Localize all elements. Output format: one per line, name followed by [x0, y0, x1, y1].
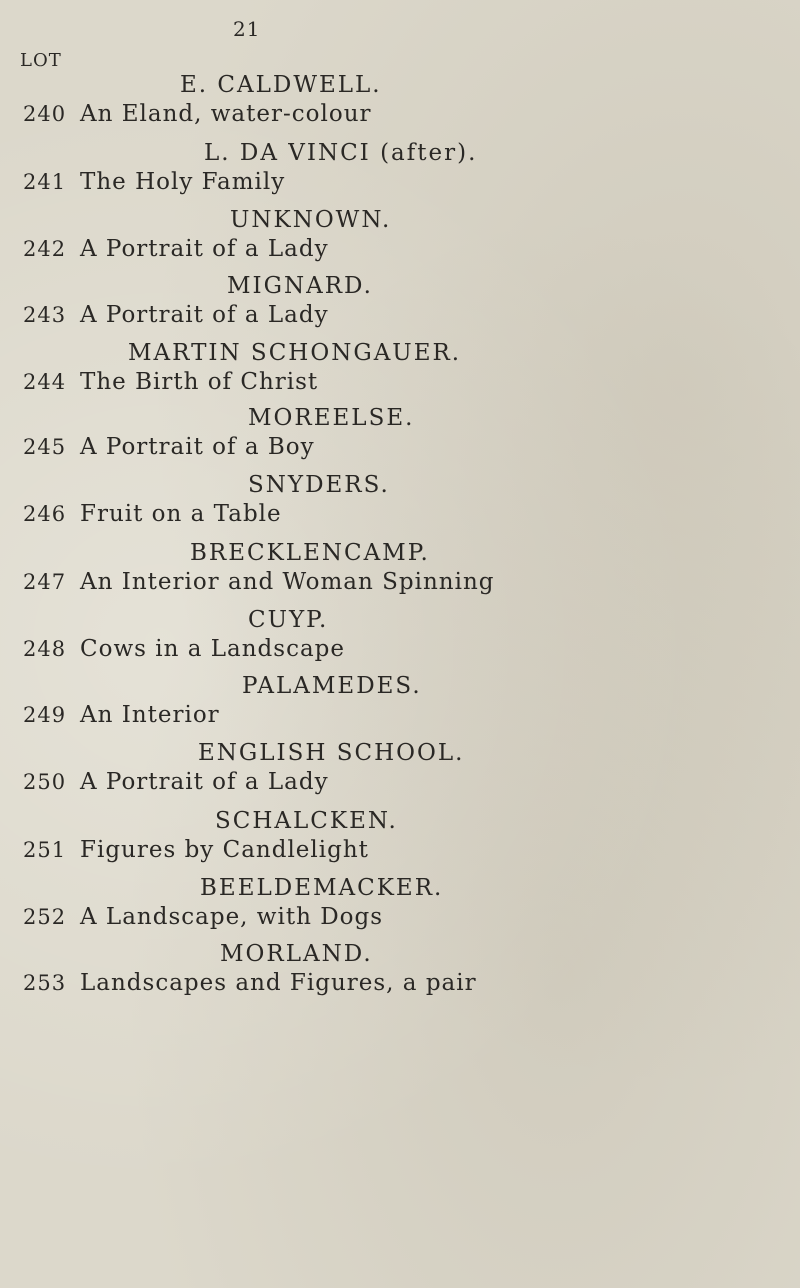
- lot-number: 253: [23, 971, 67, 995]
- lot-number: 252: [23, 905, 67, 929]
- lot-title: An Interior and Woman Spinning: [80, 569, 495, 595]
- lot-entry: [0, 540, 800, 600]
- lot-number: 245: [23, 435, 67, 459]
- lot-title: A Landscape, with Dogs: [80, 904, 384, 930]
- lot-artist: PALAMEDES.: [242, 673, 422, 699]
- lot-number: 251: [23, 838, 67, 862]
- page-number: 21: [233, 17, 261, 41]
- lot-title: A Portrait of a Boy: [80, 434, 315, 460]
- lot-artist: E. CALDWELL.: [180, 72, 382, 98]
- lot-number: 249: [23, 703, 67, 727]
- lot-title: Landscapes and Figures, a pair: [80, 970, 477, 996]
- lot-number: 250: [23, 770, 67, 794]
- lot-artist: CUYP.: [248, 607, 329, 633]
- lot-title: Figures by Candlelight: [80, 837, 369, 863]
- lot-entry: [0, 875, 800, 935]
- lot-number: 244: [23, 370, 67, 394]
- lot-entry: [0, 740, 800, 800]
- lot-number: 246: [23, 502, 67, 526]
- lot-number: 247: [23, 570, 67, 594]
- lot-entry: [0, 472, 800, 532]
- lot-artist: BRECKLENCAMP.: [190, 540, 430, 566]
- lot-artist: BEELDEMACKER.: [200, 875, 444, 901]
- lot-artist: SNYDERS.: [248, 472, 390, 498]
- lot-entry: [0, 273, 800, 333]
- lot-entry: [0, 607, 800, 667]
- lot-entry: [0, 140, 800, 200]
- lot-title: A Portrait of a Lady: [80, 769, 329, 795]
- lot-number: 242: [23, 237, 67, 261]
- lot-artist: MORLAND.: [220, 941, 373, 967]
- lot-entry: [0, 72, 800, 132]
- lot-artist: MIGNARD.: [227, 273, 373, 299]
- lot-title: The Holy Family: [80, 169, 286, 195]
- lot-entry: [0, 941, 800, 1001]
- lot-number: 248: [23, 637, 67, 661]
- lot-number: 241: [23, 170, 67, 194]
- lot-column-header: LOT: [20, 50, 62, 71]
- lot-title: A Portrait of a Lady: [80, 302, 329, 328]
- lot-artist: L. DA VINCI (after).: [204, 140, 478, 166]
- lot-entry: [0, 340, 800, 400]
- lot-entry: [0, 673, 800, 733]
- lot-number: 243: [23, 303, 67, 327]
- lot-artist: MARTIN SCHONGAUER.: [128, 340, 462, 366]
- lot-title: An Eland, water-colour: [80, 101, 372, 127]
- lot-title: Fruit on a Table: [80, 501, 282, 527]
- lot-title: Cows in a Landscape: [80, 636, 346, 662]
- lot-artist: UNKNOWN.: [230, 207, 392, 233]
- lot-artist: MOREELSE.: [248, 405, 415, 431]
- lot-entry: [0, 808, 800, 868]
- lot-entry: [0, 207, 800, 267]
- lot-title: An Interior: [80, 702, 220, 728]
- lot-entry: [0, 405, 800, 465]
- lot-title: The Birth of Christ: [80, 369, 319, 395]
- lot-number: 240: [23, 102, 67, 126]
- lot-artist: SCHALCKEN.: [215, 808, 398, 834]
- lot-title: A Portrait of a Lady: [80, 236, 329, 262]
- lot-artist: ENGLISH SCHOOL.: [198, 740, 465, 766]
